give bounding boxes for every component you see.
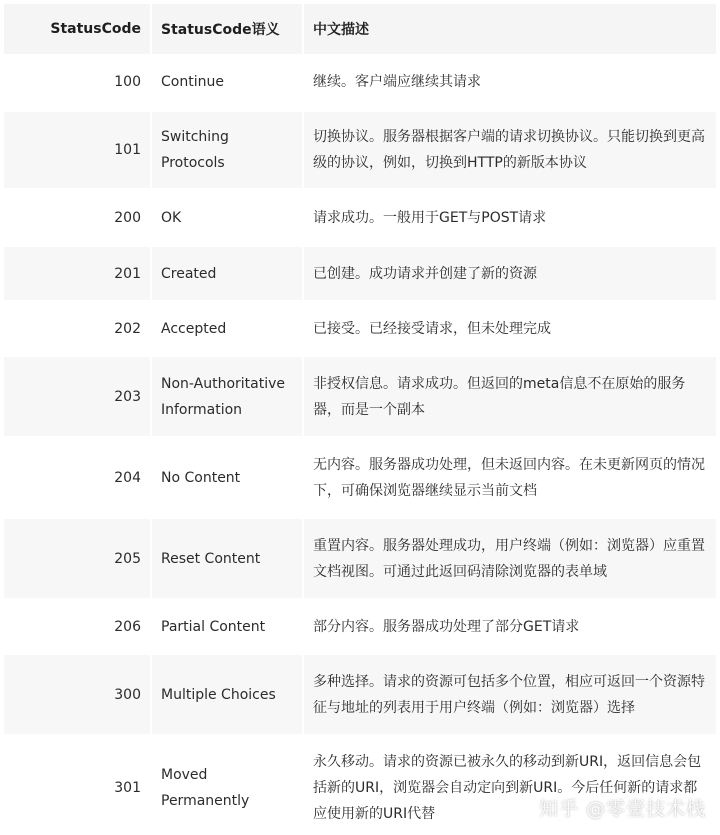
status-code-table	[4, 4, 716, 835]
table-row	[4, 600, 716, 655]
status-code-cell: 206	[4, 600, 152, 655]
table-row	[4, 519, 716, 600]
status-code-cell: 205	[4, 519, 152, 600]
table-row	[4, 247, 716, 302]
status-code-cell: 301	[4, 736, 152, 835]
header-row	[4, 4, 716, 54]
header-status-meaning: StatusCode语义	[152, 4, 304, 54]
status-meaning-cell: Accepted	[152, 302, 304, 357]
header-chinese-description: 中文描述	[304, 4, 716, 54]
table-row	[4, 190, 716, 247]
status-code-cell: 101	[4, 112, 152, 190]
status-meaning-cell: Created	[152, 247, 304, 302]
table-row	[4, 438, 716, 519]
status-code-cell: 100	[4, 54, 152, 112]
table-row	[4, 357, 716, 438]
table-row	[4, 112, 716, 190]
status-meaning-cell: Switching Protocols	[152, 112, 304, 190]
zhihu-watermark: 知乎 @零壹技术栈	[538, 798, 706, 820]
status-code-cell: 300	[4, 655, 152, 736]
status-meaning-cell: No Content	[152, 438, 304, 519]
description-cell: 重置内容。服务器处理成功，用户终端（例如：浏览器）应重置文档视图。可通过此返回码清除浏览器的表单域	[304, 519, 716, 600]
description-cell: 永久移动。请求的资源已被永久的移动到新URI，返回信息会包括新的URI，浏览器会自动定向到新URI。今后任何新的请求都应使用新的URI代替	[304, 736, 716, 835]
status-code-cell: 203	[4, 357, 152, 438]
description-cell: 非授权信息。请求成功。但返回的meta信息不在原始的服务器，而是一个副本	[304, 357, 716, 438]
status-code-cell: 204	[4, 438, 152, 519]
status-meaning-cell: Moved Permanently	[152, 736, 304, 835]
description-cell: 已接受。已经接受请求，但未处理完成	[304, 302, 716, 357]
description-cell: 已创建。成功请求并创建了新的资源	[304, 247, 716, 302]
status-meaning-cell: Continue	[152, 54, 304, 112]
description-cell: 部分内容。服务器成功处理了部分GET请求	[304, 600, 716, 655]
status-code-cell: 200	[4, 190, 152, 247]
table-row	[4, 54, 716, 112]
status-code-cell: 201	[4, 247, 152, 302]
table-header	[4, 4, 716, 54]
description-cell: 请求成功。一般用于GET与POST请求	[304, 190, 716, 247]
table-row	[4, 302, 716, 357]
description-cell: 继续。客户端应继续其请求	[304, 54, 716, 112]
status-code-cell: 202	[4, 302, 152, 357]
status-meaning-cell: Reset Content	[152, 519, 304, 600]
table-row	[4, 655, 716, 736]
status-meaning-cell: Partial Content	[152, 600, 304, 655]
status-meaning-cell: Non-Authoritative Information	[152, 357, 304, 438]
header-status-code: StatusCode	[4, 4, 152, 54]
status-meaning-cell: Multiple Choices	[152, 655, 304, 736]
description-cell: 无内容。服务器成功处理，但未返回内容。在未更新网页的情况下，可确保浏览器继续显示当前文档	[304, 438, 716, 519]
description-cell: 切换协议。服务器根据客户端的请求切换协议。只能切换到更高级的协议，例如，切换到HTTP的新版本协议	[304, 112, 716, 190]
table-body	[4, 54, 716, 835]
status-meaning-cell: OK	[152, 190, 304, 247]
description-cell: 多种选择。请求的资源可包括多个位置，相应可返回一个资源特征与地址的列表用于用户终端（例如：浏览器）选择	[304, 655, 716, 736]
